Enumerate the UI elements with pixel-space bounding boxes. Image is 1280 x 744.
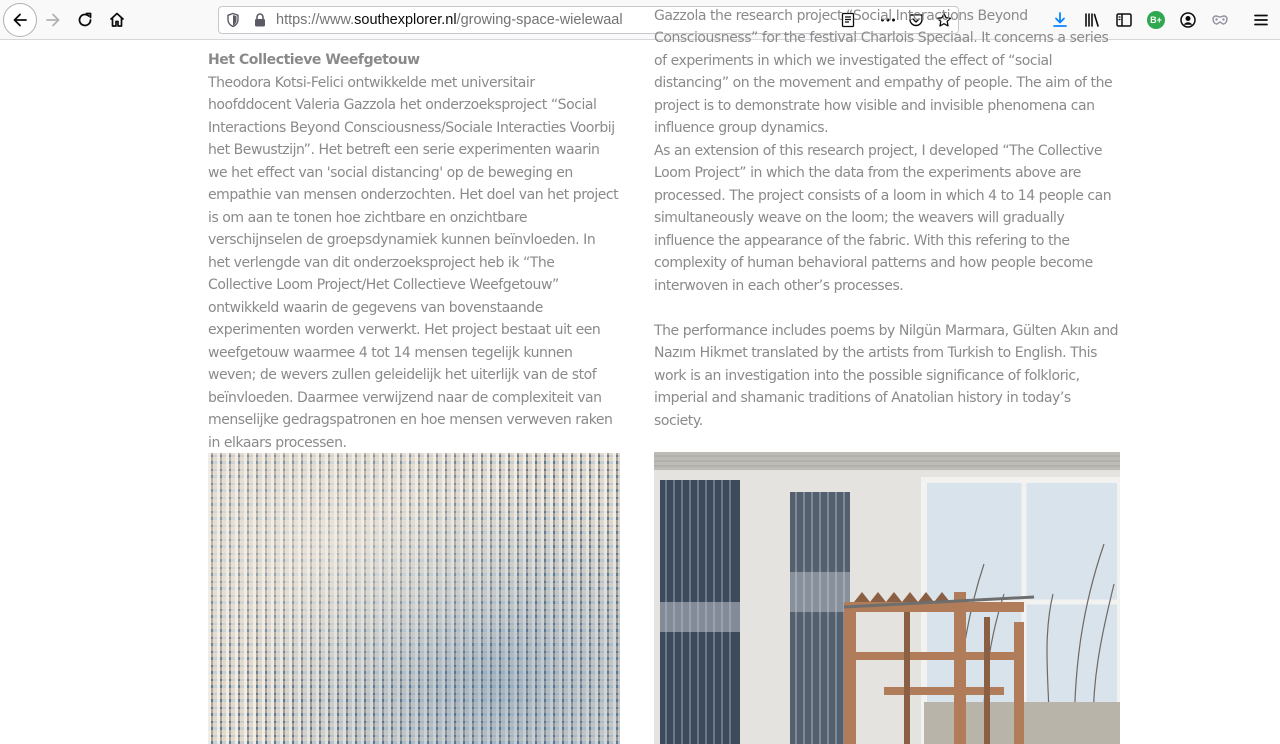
home-button[interactable] xyxy=(103,6,131,34)
english-text-column xyxy=(654,0,1120,432)
reload-icon xyxy=(76,11,94,29)
dutch-body-text: Theodora Kotsi-Felici ontwikkelde met universitair hoofddocent Valeria Gazzola het onderzoeksproject “Social Interactions Beyond Consciousness/Sociale Interacties Voorbij het Bewustzijn”. Het betreft een serie experimenten waarin we het effect van 'social distancing' op de beweging en empathie van mensen onderzochten. Het doel van het project is om aan te tonen hoe zichtbare en onzichtbare verschijnselen de groepsdynamiek kunnen beïnvloeden. In het verlengde van dit onderzoeksproject heb ik “The Collective Loom Project/Het Collectieve Weefgetouw” ontwikkeld waarin de gegevens van bovenstaande experimenten worden verwerkt. Het project bestaat uit een weefgetouw waarmee 4 tot 14 mensen tegelijk kunnen weven; de wevers zullen geleidelijk het uiterlijk van de stof beïnvloeden. Daarmee verwijzend naar de complexiteit van menselijke gedragspatronen en hoe mensen verweven raken in elkaars processen. xyxy=(208,74,619,451)
arrow-right-icon xyxy=(44,11,62,29)
account-icon xyxy=(1179,11,1197,29)
back-button[interactable] xyxy=(3,3,37,37)
url-text[interactable] xyxy=(276,7,623,33)
forward-button[interactable] xyxy=(39,6,67,34)
loom-installation-photo xyxy=(654,452,1120,744)
english-paragraph-2: As an extension of this research project, I developed “The Collective Loom Project” in which the data from the experiments above are processed. The project consists of a loom in which 4 to 14 people can simultaneously weave on the loom; the weavers will gradually influence the appearance of the fabric. With this refering to the complexity of human behavioral patterns and how people become interwoven in each other’s processes. xyxy=(654,142,1112,294)
woven-fabric-photo xyxy=(208,453,620,744)
arrow-left-icon xyxy=(11,11,29,29)
english-paragraph-1: Gazzola the research project “Social Interactions Beyond Consciousness” for the festival Charlois Speciaal. It concerns a series of experiments in which we investigated the effect of “social distancing” on the movement and empathy of people. The aim of the project is to demonstrate how visible and invisible phenomena can influence group dynamics. xyxy=(654,7,1113,136)
article-heading: Het Collectieve Weefgetouw xyxy=(208,52,420,68)
mask-icon xyxy=(1211,11,1229,29)
dutch-text-column xyxy=(208,49,620,454)
extension-button[interactable] xyxy=(1206,6,1234,34)
menu-button[interactable] xyxy=(1247,6,1275,34)
url-domain: southexplorer.nl xyxy=(354,12,457,28)
english-paragraph-3: The performance includes poems by Nilgün Marmara, Gülten Akın and Nazım Hikmet translated by the artists from Turkish to English. This work is an investigation into the possible significance of folkloric, imperial and shamanic traditions of Anatolian history in today’s society. xyxy=(654,322,1119,429)
home-icon xyxy=(108,11,126,29)
extension-badge[interactable]: B+ xyxy=(1147,11,1165,29)
lock-icon[interactable] xyxy=(252,12,268,28)
reload-button[interactable] xyxy=(71,6,99,34)
account-button[interactable] xyxy=(1174,6,1202,34)
paragraph-spacer xyxy=(654,297,1120,320)
loom-installation-illustration xyxy=(654,452,1120,744)
hamburger-menu-icon xyxy=(1252,11,1270,29)
url-path: /growing-space-wielewaal xyxy=(456,12,623,28)
url-prefix: https://www. xyxy=(276,12,355,28)
shield-icon[interactable] xyxy=(225,12,241,28)
